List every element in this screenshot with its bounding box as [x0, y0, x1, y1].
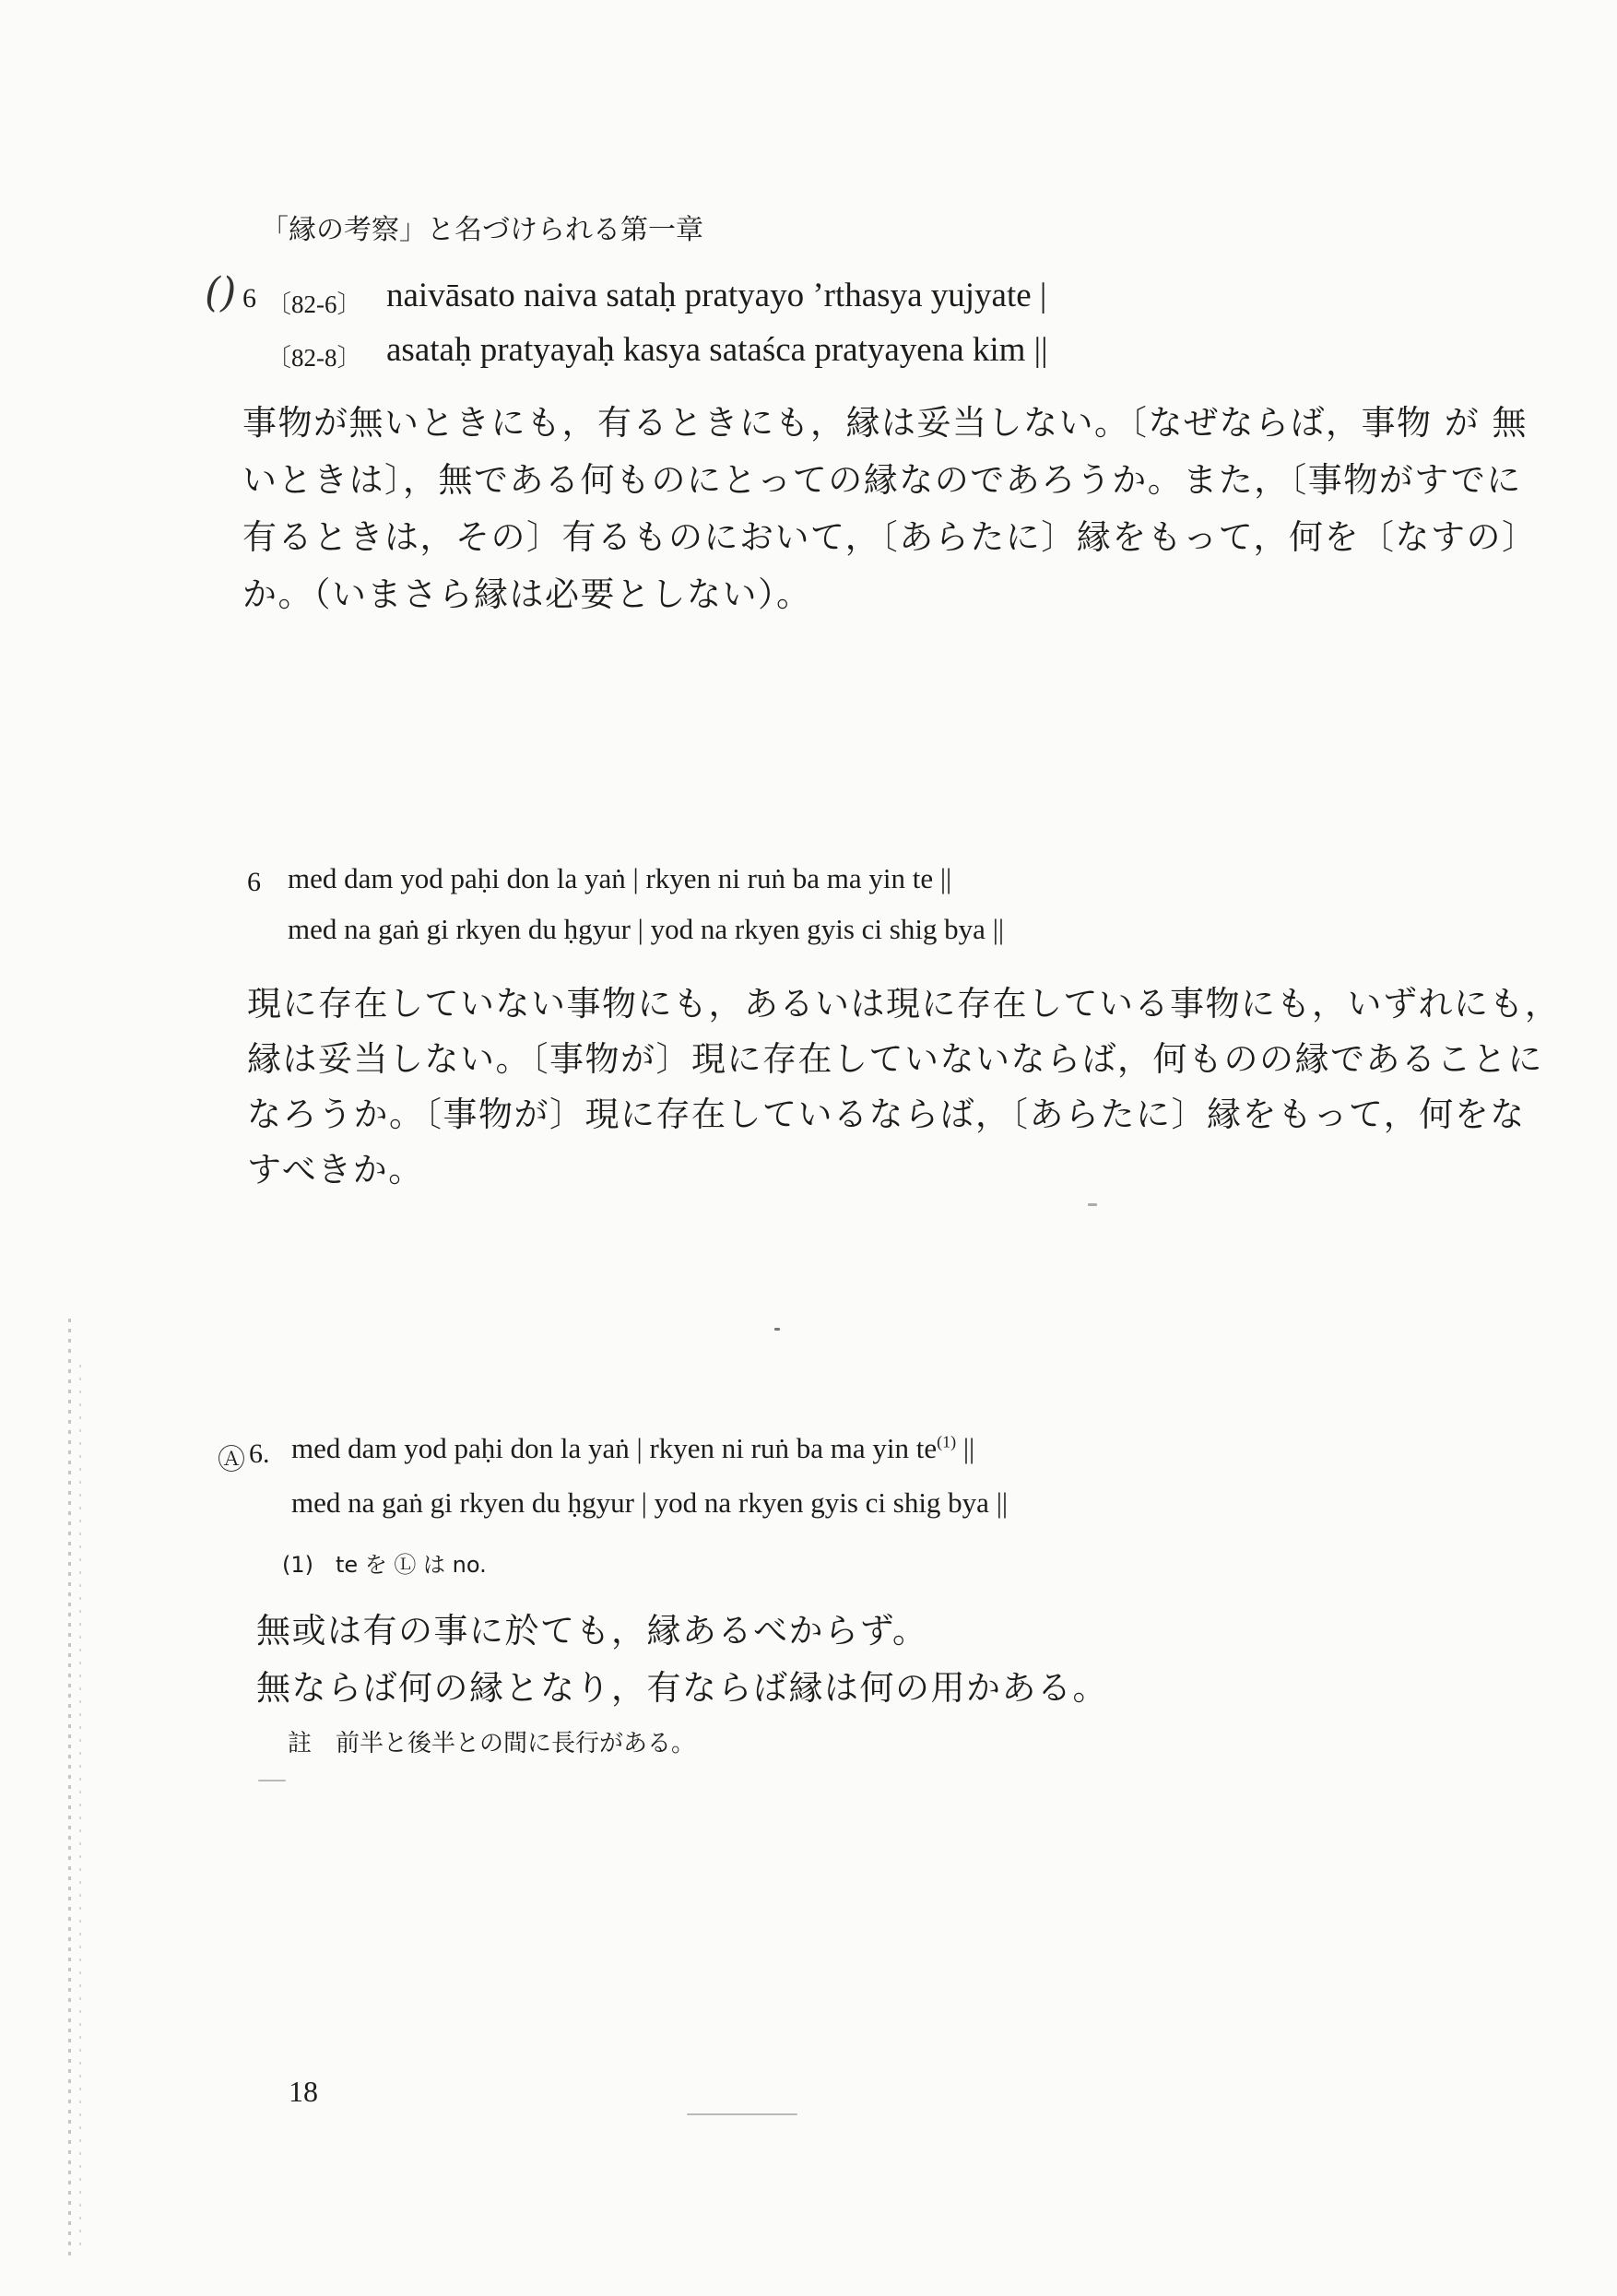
handwritten-mark: () — [205, 269, 237, 316]
tibetan-verse-number: 6 — [247, 867, 261, 897]
tibetan-translation-line: なろうか。〔事物が〕現に存在しているならば，〔あらたに〕縁をもって，何をな — [247, 1095, 1526, 1134]
sanskrit-translation-line: か。（いまさら縁は必要としない）。 — [242, 574, 812, 614]
akutobhaya-marker: Ⓐ — [218, 1445, 245, 1475]
scan-speck — [1088, 1203, 1097, 1206]
scan-speck — [258, 1780, 286, 1781]
footnote-marker: (1) — [937, 1432, 957, 1451]
tibetan-translation-line: 縁は妥当しない。〔事物が〕現に存在していないならば，何ものの縁であることに — [247, 1039, 1543, 1079]
scan-margin-artifact — [68, 1319, 71, 2259]
sanskrit-translation-line: 事物が無いときにも，有るときにも，縁は妥当しない。〔なぜならば，事物 が 無 — [242, 403, 1528, 443]
tibetan-translation-line: すべきか。 — [247, 1150, 424, 1189]
chapter-title: 「縁の考察」と名づけられる第一章 — [261, 214, 703, 246]
akutobhaya-translation-line: 無或は有の事に於ても，縁あるべからず。 — [256, 1611, 928, 1651]
akutobhaya-line-1 — [291, 1432, 974, 1465]
tibetan-translation-line: 現に存在していない事物にも，あるいは現に存在している事物にも，いずれにも， — [247, 984, 1561, 1024]
sanskrit-verse-number: 6 — [242, 283, 256, 314]
akutobhaya-line-2: med na gaṅ gi rkyen du ḥgyur | yod na rkyen gyis ci shig bya || — [291, 1486, 1009, 1519]
scan-speck — [687, 2113, 797, 2115]
sanskrit-line-1: naivāsato naiva sataḥ pratyayo ’rthasya yujyate | — [386, 277, 1047, 314]
page-number: 18 — [289, 2075, 318, 2108]
akutobhaya-translation-line: 無ならば何の縁となり，有ならば縁は何の用かある。 — [256, 1668, 1108, 1708]
tibetan-line-2: med na gaṅ gi rkyen du ḥgyur | yod na rkyen gyis ci shig bya || — [288, 913, 1005, 945]
akutobhaya-footnote: (1) te を Ⓛ は no. — [282, 1552, 487, 1578]
akutobhaya-commentary-note: 註 前半と後半との間に長行がある。 — [288, 1730, 696, 1758]
akutobhaya-line-1-text: med dam yod paḥi don la yaṅ | rkyen ni ruṅ ba ma yin te — [291, 1432, 938, 1464]
scan-margin-artifact — [79, 1365, 81, 2250]
tibetan-line-1: med dam yod paḥi don la yaṅ | rkyen ni ruṅ ba ma yin te || — [288, 862, 952, 894]
akutobhaya-verse-number: 6. — [249, 1438, 270, 1469]
sanskrit-translation-line: いときは〕，無である何ものにとっての縁なのであろうか。また，〔事物がすでに — [242, 460, 1522, 500]
scan-speck — [774, 1328, 780, 1331]
akutobhaya-line-1-end: || — [956, 1432, 975, 1464]
sanskrit-translation-line: 有るときは，その〕有るものにおいて，〔あらたに〕縁をもって，何を〔なすの〕 — [242, 517, 1538, 557]
sanskrit-ref-2: 〔82-8〕 — [266, 344, 362, 372]
sanskrit-line-2: asataḥ pratyayaḥ kasya sataśca pratyayena kim || — [386, 331, 1048, 369]
sanskrit-ref-1: 〔82-6〕 — [266, 290, 362, 318]
